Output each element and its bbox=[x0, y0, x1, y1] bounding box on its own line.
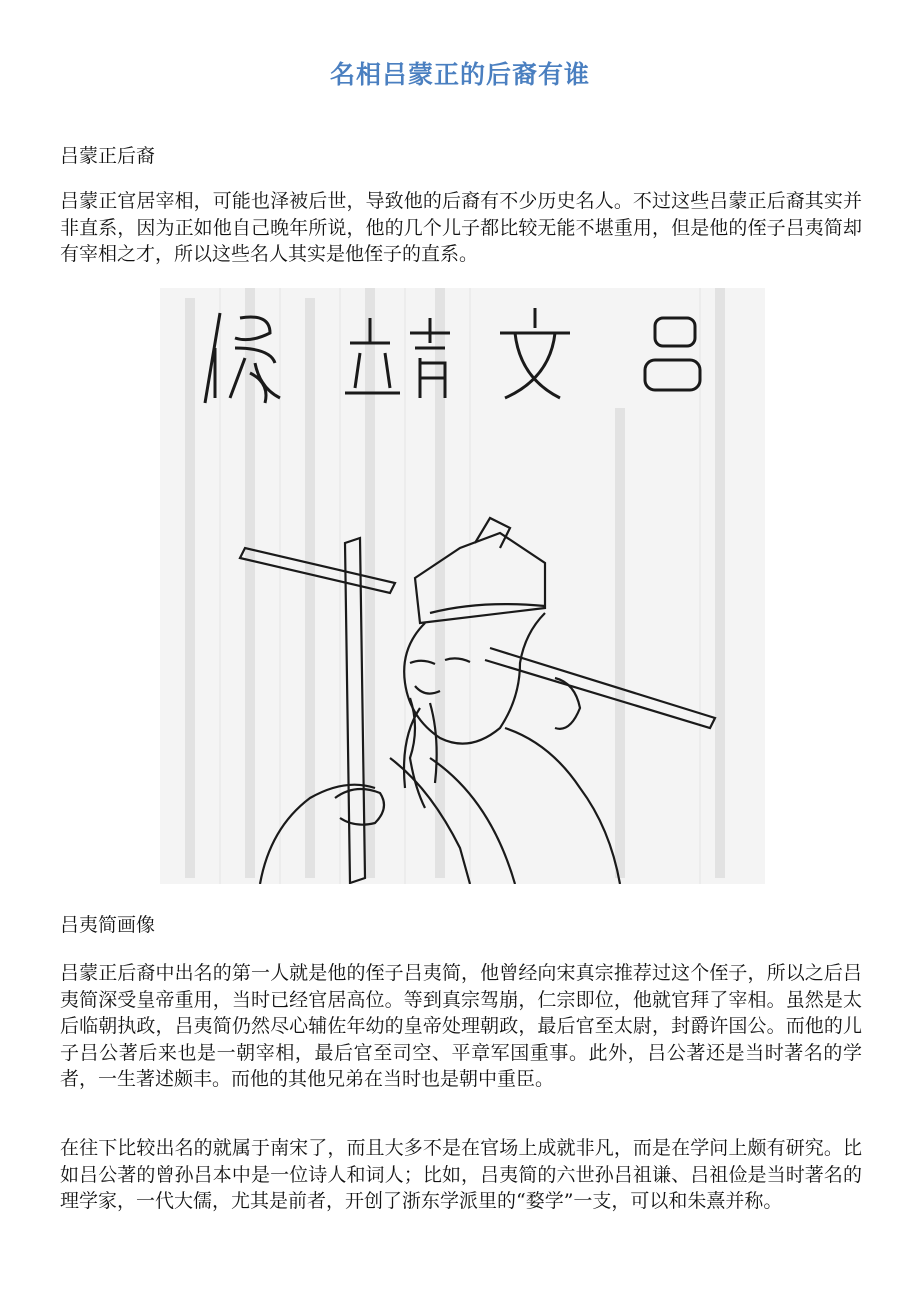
section-heading-descendants: 吕蒙正后裔 bbox=[60, 145, 156, 167]
paragraph-southern-song: 在往下比较出名的就属于南宋了，而且大多不是在官场上成就非凡，而是在学问上颇有研究。比如吕公著的曾孙吕本中是一位诗人和词人；比如，吕夷简的六世孙吕祖谦、吕祖俭是当时著名的理学家，一代大儒，尤其是前者，开创了浙东学派里的“婺学”一支，可以和朱熹并称。 bbox=[60, 1137, 862, 1212]
paragraph-lu-yijian: 吕蒙正后裔中出名的第一人就是他的侄子吕夷简，他曾经向宋真宗推荐过这个侄子，所以之后吕夷简深受皇帝重用，当时已经官居高位。等到真宗驾崩，仁宗即位，他就官拜了宰相。虽然是太后临朝执政，吕夷简仍然尽心辅佐年幼的皇帝处理朝政，最后官至太尉，封爵许国公。而他的儿子吕公著后来也是一朝宰相，最后官至司空、平章军国重事。此外，吕公著还是当时著名的学者，一生著述颇丰。而他的其他兄弟在当时也是朝中重臣。 bbox=[60, 962, 862, 1090]
background-script-columns bbox=[190, 288, 720, 878]
image-caption: 吕夷简画像 bbox=[60, 914, 156, 936]
page-title: 名相吕蒙正的后裔有谁 bbox=[329, 60, 590, 89]
portrait-image bbox=[160, 288, 765, 884]
background-rules bbox=[220, 288, 700, 884]
portrait-drawing bbox=[160, 288, 765, 884]
paragraph-intro: 吕蒙正官居宰相，可能也泽被后世，导致他的后裔有不少历史名人。不过这些吕蒙正后裔其实并非直系，因为正如他自己晚年所说，他的几个儿子都比较无能不堪重用，但是他的侄子吕夷简却有宰相之才，所以这些名人其实是他侄子的直系。 bbox=[60, 190, 862, 265]
